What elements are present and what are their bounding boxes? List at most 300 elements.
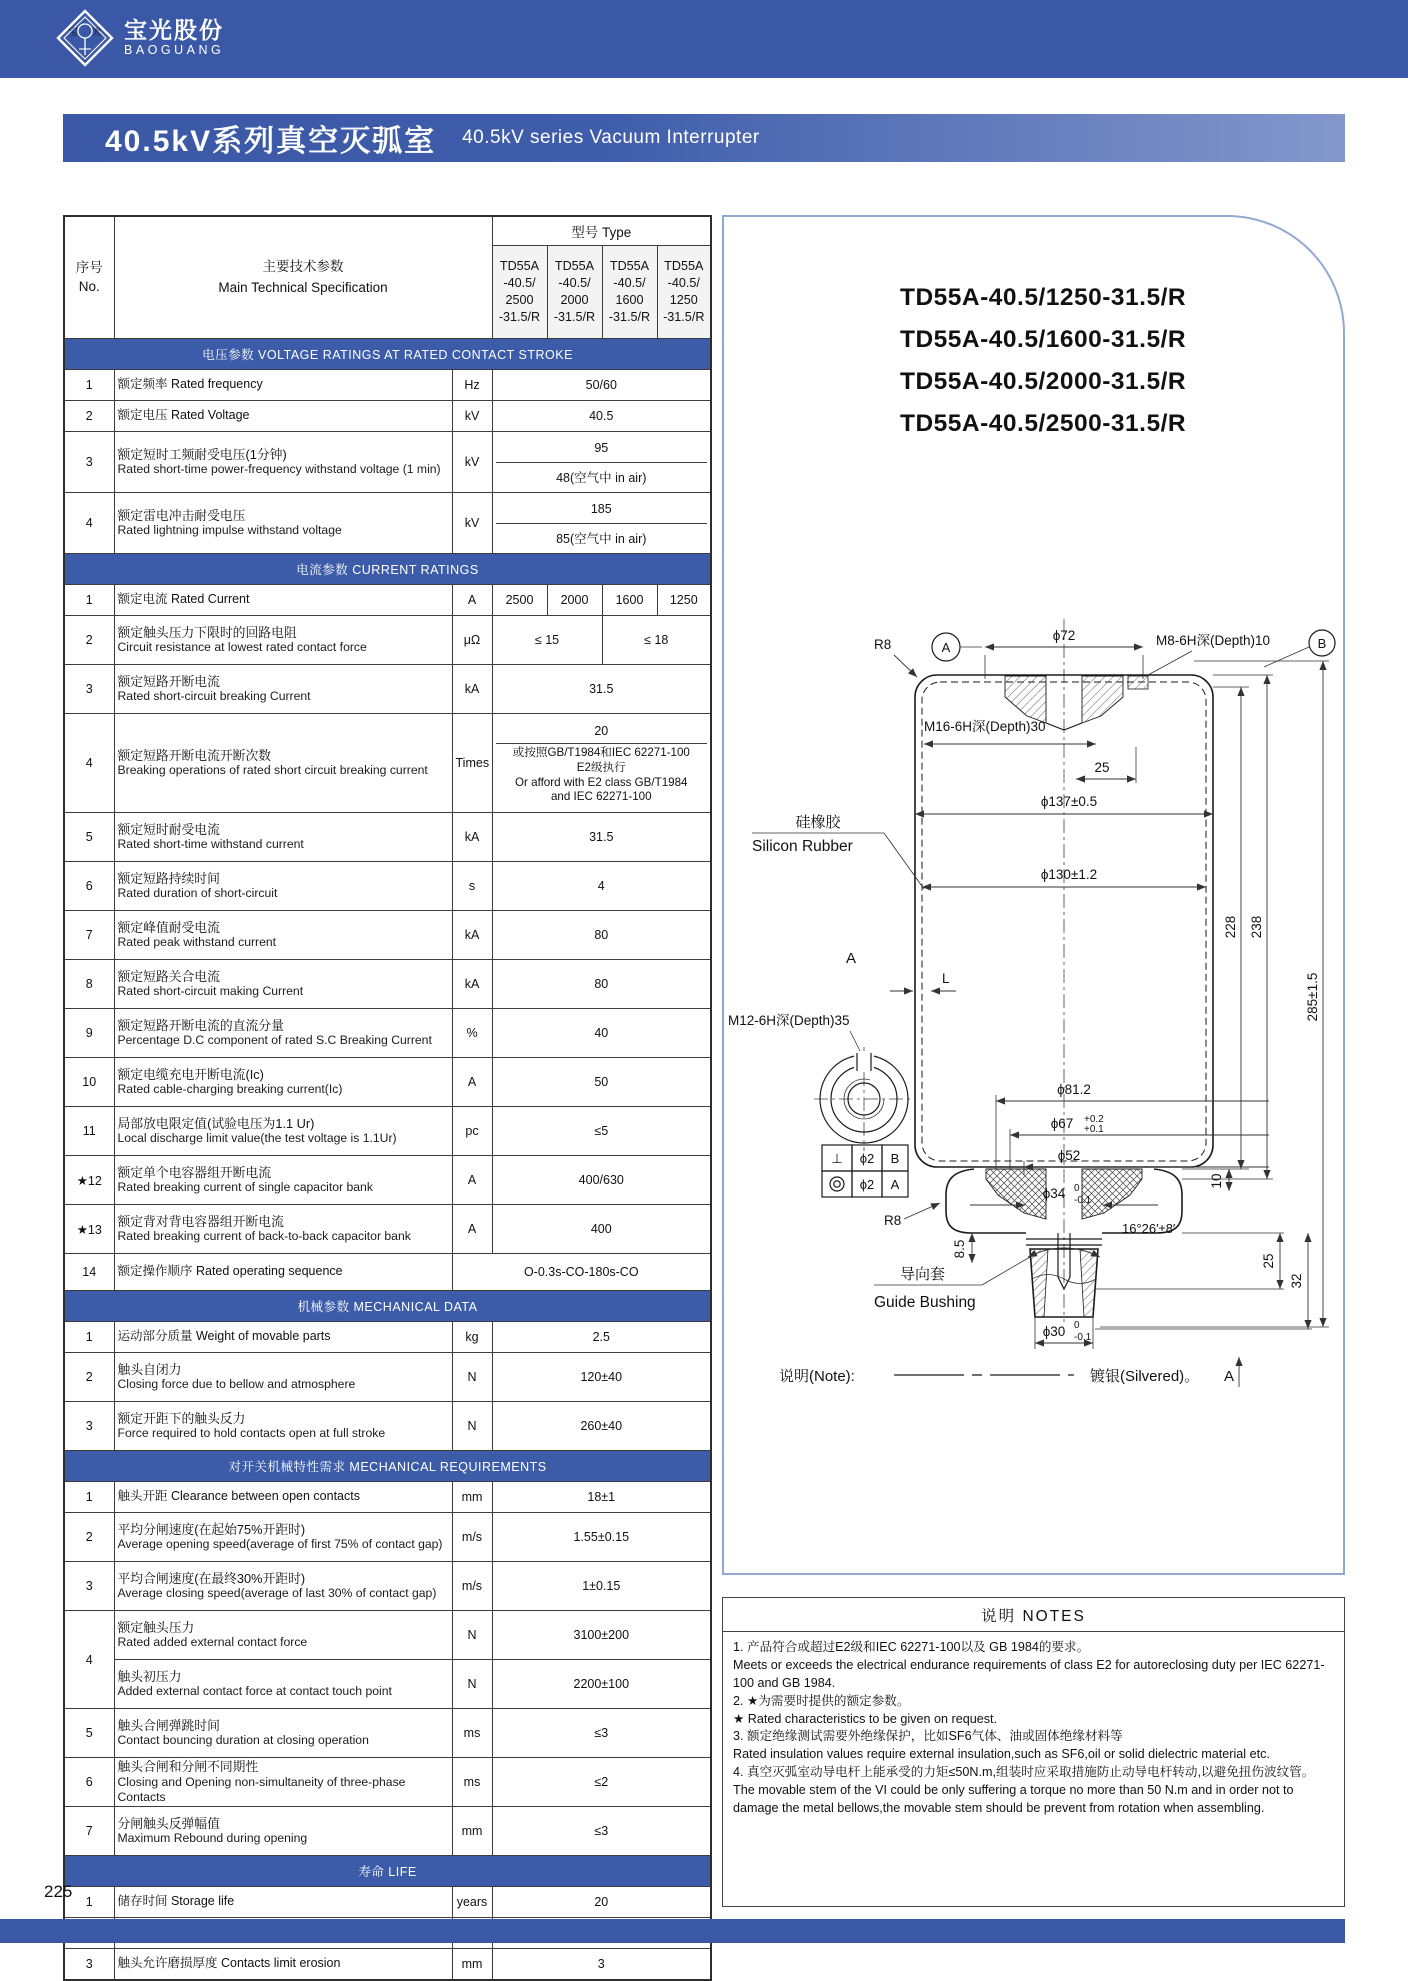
value-line: 或按照GB/T1984和IEC 62271-100 [512, 745, 690, 759]
table-row [64, 1949, 711, 1981]
model-4: TD55A-40.5/2500-31.5/R [900, 410, 1187, 437]
spec-en: Rated short-circuit breaking Current [117, 689, 311, 704]
value-cell: 2500 [492, 585, 547, 616]
table-row [64, 1322, 711, 1353]
value-cell [492, 493, 711, 554]
row-no: 3 [64, 1562, 114, 1611]
spec-zh: 额定单个电容器组开断电流 [117, 1164, 272, 1180]
dim25-bot-label: 25 [1261, 1253, 1276, 1269]
brand-text [124, 18, 224, 58]
datum-a-label: A [941, 640, 951, 655]
header-no-en: No. [78, 278, 100, 294]
unit-cell: ms [452, 1758, 492, 1807]
dia72-label: ϕ72 [1052, 628, 1076, 643]
table-row [64, 1254, 711, 1291]
unit-cell: N [452, 1660, 492, 1709]
value-cell: 80 [492, 911, 711, 960]
spec-zh: 平均合闸速度(在最终30%开距时) [117, 1570, 306, 1586]
dim-32 [1095, 1233, 1312, 1329]
fcf-tol-2: ϕ2 [859, 1177, 875, 1192]
unit-cell: kV [452, 493, 492, 554]
unit-cell: m/s [452, 1562, 492, 1611]
spec-zh: 额定短路开断电流开断次数 [117, 747, 272, 763]
value-cell: 260±40 [492, 1402, 711, 1451]
feature-control-frame [822, 1145, 908, 1197]
spec-cell: 额定电压 Rated Voltage [114, 401, 452, 432]
note-1-en: Meets or exceeds the electrical endurance requirements of class E2 for autoreclosing duty per IEC 62271-100 and GB 1984. [733, 1657, 1325, 1690]
value-cell: 400 [492, 1205, 711, 1254]
value-cell: 1.55±0.15 [492, 1513, 711, 1562]
spec-cell [114, 1156, 452, 1205]
type-line: -40.5/ [613, 276, 646, 290]
row-no: 4 [64, 493, 114, 554]
table-row [64, 1562, 711, 1611]
spec-zh: 平均分闸速度(在起始75%开距时) [117, 1521, 306, 1537]
value-line: E2级执行 [576, 760, 626, 774]
note-value: 镀银(Silvered)。 [1090, 1368, 1200, 1385]
spec-zh: 分闸触头反弹幅值 [117, 1815, 220, 1831]
spec-zh: 局部放电限定值(试验电压为1.1 Ur) [117, 1115, 315, 1131]
silvered-note [779, 1357, 1239, 1387]
rubber-en-label: Silicon Rubber [752, 838, 853, 855]
spec-zh: 触头自闭力 [117, 1361, 182, 1377]
row-no: 3 [64, 1402, 114, 1451]
table-row [64, 1058, 711, 1107]
row-no: 4 [64, 1611, 114, 1709]
value-cell: ≤2 [492, 1758, 711, 1807]
spec-cell [114, 1513, 452, 1562]
table-row [64, 1156, 711, 1205]
fcf-concentric-icon [830, 1177, 844, 1191]
spec-cell: 额定操作顺序 Rated operating sequence [114, 1254, 452, 1291]
row-no: 1 [64, 370, 114, 401]
section-bar-row [64, 1291, 711, 1322]
spec-zh: 额定短时耐受电流 [117, 821, 220, 837]
note-item [733, 1764, 1334, 1818]
brand-bar [0, 0, 1408, 78]
spec-zh: 额定峰值耐受电流 [117, 919, 220, 935]
note-3-en: Rated insulation values require external insulation,such as SF6,oil or solid dielectric material etc. [733, 1747, 1270, 1762]
header-type-cell-1 [547, 246, 602, 339]
dim238-label: 238 [1249, 915, 1264, 939]
table-row [64, 1205, 711, 1254]
row-no: 4 [64, 714, 114, 813]
row-no: 1 [64, 1482, 114, 1513]
type-line: TD55A [664, 259, 704, 273]
value-cell: 3100±200 [492, 1611, 711, 1660]
label-m12 [728, 1013, 862, 1055]
unit-cell: kA [452, 911, 492, 960]
dim-phi81 [996, 1082, 1269, 1169]
note-4-zh: 4. 真空灭弧室动导电杆上能承受的力矩≤50N.m,组装时应采取措施防止动导电杆转动,以避免扭伤波纹管。 [733, 1765, 1315, 1780]
unit-cell: Hz [452, 370, 492, 401]
dim10-label: 10 [1209, 1173, 1224, 1189]
spec-en: Added external contact force at contact touch point [117, 1684, 392, 1699]
spec-zh: 额定短时工频耐受电压(1分钟) [117, 446, 287, 462]
bottom-bar [0, 1919, 1345, 1943]
dia67-tol-bot: +0.1 [1084, 1124, 1104, 1135]
m12-label: M12-6H深(Depth)35 [728, 1013, 850, 1028]
dia52-label: ϕ52 [1057, 1148, 1081, 1163]
rubber-zh-label: 硅橡胶 [795, 814, 841, 831]
dim32-label: 32 [1289, 1273, 1304, 1289]
spec-en: Rated breaking current of back-to-back capacitor bank [117, 1229, 411, 1244]
label-silicon-rubber [752, 814, 924, 889]
spec-en: Closing and Opening non-simultaneity of three-phase Contacts [117, 1774, 406, 1804]
dim-phi52 [1024, 1148, 1269, 1175]
spec-en: Rated duration of short-circuit [117, 886, 278, 901]
value-sub: 48(空气中 in air) [496, 462, 708, 491]
page-title-en: 40.5kV series Vacuum Interrupter [462, 127, 760, 148]
unit-cell: s [452, 862, 492, 911]
unit-cell: Times [452, 714, 492, 813]
value-cell: 20 [492, 1887, 711, 1918]
table-row [64, 1353, 711, 1402]
guide-zh-label: 导向套 [900, 1266, 946, 1283]
r8-bottom-label: R8 [884, 1213, 902, 1228]
spec-en: Contact bouncing duration at closing operation [117, 1733, 369, 1748]
type-line: -40.5/ [558, 276, 591, 290]
table-row [64, 401, 711, 432]
spec-en: Force required to hold contacts open at full stroke [117, 1426, 386, 1441]
type-line: -31.5/R [553, 310, 596, 324]
row-no: 6 [64, 1758, 114, 1807]
label-guide-bushing [874, 1257, 1030, 1311]
row-no: 6 [64, 862, 114, 911]
header-type-cell-3 [657, 246, 711, 339]
value-sub [496, 743, 708, 807]
spec-cell [114, 1353, 452, 1402]
label-r8-top [874, 637, 917, 677]
spec-zh: 额定雷电冲击耐受电压 [117, 507, 246, 523]
type-line: 1250 [669, 293, 698, 307]
spec-cell [114, 862, 452, 911]
spec-en: Percentage D.C component of rated S.C Breaking Current [117, 1033, 432, 1048]
dim-phi137 [915, 794, 1213, 814]
row-no: ★12 [64, 1156, 114, 1205]
row-no: 1 [64, 1887, 114, 1918]
dim-25-top [1076, 747, 1136, 783]
spec-en: Rated short-time power-frequency withstand voltage (1 min) [117, 462, 441, 477]
dia30-tol-bot: -0.1 [1074, 1332, 1092, 1343]
unit-cell: mm [452, 1807, 492, 1856]
dim25-top-label: 25 [1094, 760, 1110, 775]
value-cell: 3 [492, 1949, 711, 1981]
dia34-label: ϕ34 [1042, 1186, 1066, 1201]
spec-cell [114, 1709, 452, 1758]
unit-cell: kV [452, 432, 492, 493]
spec-cell [114, 1058, 452, 1107]
fcf-tol-1: ϕ2 [859, 1151, 875, 1166]
table-row [64, 1107, 711, 1156]
spec-zh: 触头初压力 [117, 1668, 182, 1684]
datum-b-label: B [1317, 636, 1327, 651]
value-cell: 40.5 [492, 401, 711, 432]
value-cell [492, 714, 711, 813]
section-bar: 电流参数 CURRENT RATINGS [64, 554, 711, 585]
spec-cell [114, 714, 452, 813]
unit-cell: years [452, 1887, 492, 1918]
table-row [64, 370, 711, 401]
value-sub: 95 [594, 440, 609, 455]
r8-top-label: R8 [874, 637, 892, 652]
spec-cell: 额定频率 Rated frequency [114, 370, 452, 401]
notes-box [722, 1597, 1345, 1907]
value-sub: 185 [590, 501, 612, 516]
note-2-en: ★ Rated characteristics to be given on request. [733, 1711, 998, 1726]
spec-cell: 触头开距 Clearance between open contacts [114, 1482, 452, 1513]
spec-cell [114, 1807, 452, 1856]
unit-cell: pc [452, 1107, 492, 1156]
spec-en: Breaking operations of rated short circuit breaking current [117, 763, 428, 778]
spec-zh: 触头合闸弹跳时间 [117, 1717, 220, 1733]
type-line: -31.5/R [608, 310, 651, 324]
brand-name-en: BAOGUANG [124, 43, 225, 58]
unit-cell: kV [452, 401, 492, 432]
row-no: 11 [64, 1107, 114, 1156]
table-row [64, 1482, 711, 1513]
table-row [64, 911, 711, 960]
spec-en: Rated short-time withstand current [117, 837, 304, 852]
spec-en: Rated added external contact force [117, 1635, 308, 1650]
section-bar: 寿命 LIFE [64, 1856, 711, 1887]
spec-en: Rated peak withstand current [117, 935, 277, 950]
section-bar: 机械参数 MECHANICAL DATA [64, 1291, 711, 1322]
spec-cell [114, 1758, 452, 1807]
spec-table-wrap [63, 215, 710, 1981]
notes-header: 说明 NOTES [723, 1598, 1344, 1632]
type-line: -40.5/ [503, 276, 536, 290]
spec-zh: 额定短路开断电流 [117, 673, 220, 689]
spec-en: Maximum Rebound during opening [117, 1831, 308, 1846]
baoguang-logo-icon [56, 9, 114, 67]
row-no: 10 [64, 1058, 114, 1107]
row-no: 2 [64, 401, 114, 432]
row-no: ★13 [64, 1205, 114, 1254]
section-a-label: A [846, 950, 857, 967]
spec-cell [114, 1205, 452, 1254]
spec-cell: 储存时间 Storage life [114, 1887, 452, 1918]
note-4-en: The movable stem of the VI could be only suffering a torque no more than 50 N.m and in order not to damage the metal bellows,the movable stem should be prevent from rotation when assembling. [733, 1783, 1294, 1815]
type-line: -31.5/R [663, 310, 705, 324]
unit-cell: A [452, 1058, 492, 1107]
section-bar-row [64, 554, 711, 585]
unit-cell: A [452, 1205, 492, 1254]
spec-en: Closing force due to bellow and atmosphere [117, 1377, 356, 1392]
dim228-label: 228 [1223, 915, 1238, 939]
table-row [64, 1402, 711, 1451]
header-type-cell-2 [602, 246, 657, 339]
page-title [63, 114, 1345, 162]
value-cell: ≤3 [492, 1709, 711, 1758]
dim-25-bot [1096, 1233, 1284, 1289]
unit-cell: ms [452, 1709, 492, 1758]
table-row [64, 1709, 711, 1758]
note-item [733, 1728, 1334, 1764]
value-cell: O-0.3s-CO-180s-CO [452, 1254, 711, 1291]
dia137-label: ϕ137±0.5 [1040, 794, 1098, 809]
spec-cell [114, 432, 452, 493]
header-spec-en: Main Technical Specification [218, 279, 388, 295]
row-no: 3 [64, 1949, 114, 1981]
unit-cell: kA [452, 813, 492, 862]
m8-label: M8-6H深(Depth)10 [1156, 633, 1271, 648]
value-cell: 1600 [602, 585, 657, 616]
spec-zh: 额定背对背电容器组开断电流 [117, 1213, 284, 1229]
svg-text:宝: 宝 [68, 27, 78, 37]
type-line: -40.5/ [667, 276, 700, 290]
value-cell: 2200±100 [492, 1660, 711, 1709]
spec-zh: 额定电缆充电开断电流(Ic) [117, 1066, 264, 1082]
table-row [64, 1611, 711, 1660]
row-no: 2 [64, 616, 114, 665]
note-arrow-label: A [1224, 1368, 1235, 1385]
row-no: 1 [64, 1322, 114, 1353]
dim-10 [1209, 1169, 1229, 1191]
brand-logo-group [56, 9, 224, 67]
unit-cell: μΩ [452, 616, 492, 665]
note-2-zh: 2. ★为需要时提供的额定参数。 [733, 1693, 910, 1708]
fcf-perp-symbol: ⊥ [831, 1151, 843, 1166]
table-row [64, 813, 711, 862]
spec-en: Rated short-circuit making Current [117, 984, 304, 999]
spec-cell [114, 813, 452, 862]
row-no: 3 [64, 665, 114, 714]
value-cell: 120±40 [492, 1353, 711, 1402]
value-sub: 85(空气中 in air) [496, 523, 708, 552]
table-row [64, 1807, 711, 1856]
page-number: 225 [44, 1882, 73, 1901]
spec-cell: 运动部分质量 Weight of movable parts [114, 1322, 452, 1353]
label-m8 [1148, 633, 1270, 675]
drawing-panel [722, 215, 1345, 1575]
spec-cell: 额定电流 Rated Current [114, 585, 452, 616]
datum-b [1264, 630, 1335, 667]
dia67-tol-top: +0.2 [1084, 1114, 1104, 1125]
unit-cell: A [452, 585, 492, 616]
value-cell: 50/60 [492, 370, 711, 401]
spec-zh: 额定短路持续时间 [117, 870, 220, 886]
value-line: and IEC 62271-100 [550, 790, 652, 804]
dim-L [890, 971, 956, 991]
header-spec-zh: 主要技术参数 [262, 259, 344, 275]
type-line: 2500 [505, 293, 534, 307]
dia34-tol-bot: -0.1 [1074, 1195, 1092, 1206]
spec-table [63, 215, 712, 1981]
value-cell: 1±0.15 [492, 1562, 711, 1611]
model-1: TD55A-40.5/1250-31.5/R [900, 284, 1187, 311]
dia130-label: ϕ130±1.2 [1040, 867, 1098, 882]
spec-cell [114, 911, 452, 960]
unit-cell: kg [452, 1322, 492, 1353]
value-line: Or afford with E2 class GB/T1984 [515, 775, 688, 789]
model-list [900, 284, 1186, 437]
unit-cell: kA [452, 665, 492, 714]
row-no: 8 [64, 960, 114, 1009]
spec-en: Local discharge limit value(the test voltage is 1.1Ur) [117, 1131, 397, 1146]
note-item [733, 1639, 1334, 1693]
dia30-label: ϕ30 [1042, 1324, 1066, 1339]
notes-body [723, 1632, 1344, 1818]
spec-cell: 触头允许磨损厚度 Contacts limit erosion [114, 1949, 452, 1981]
unit-cell: mm [452, 1482, 492, 1513]
label-r8-bottom [884, 1203, 940, 1228]
fcf-datum-1: B [890, 1151, 900, 1166]
spec-en: Average opening speed(average of first 75% of contact gap) [117, 1537, 443, 1552]
row-no: 5 [64, 813, 114, 862]
spec-zh: 额定短路开断电流的直流分量 [117, 1017, 284, 1033]
model-2: TD55A-40.5/1600-31.5/R [900, 326, 1187, 353]
table-row [64, 432, 711, 493]
value-cell: 2000 [547, 585, 602, 616]
header-spec [114, 216, 492, 339]
spec-cell [114, 1402, 452, 1451]
table-row [64, 714, 711, 813]
section-bar-row [64, 1451, 711, 1482]
row-no: 2 [64, 1353, 114, 1402]
label-m16 [924, 719, 1096, 744]
spec-cell [114, 1562, 452, 1611]
technical-drawing [724, 217, 1343, 1573]
type-line: TD55A [609, 259, 650, 273]
section-bar-row [64, 1856, 711, 1887]
row-no: 5 [64, 1709, 114, 1758]
page-title-zh: 40.5kV系列真空灭弧室 [105, 125, 437, 158]
header-no-zh: 序号 [75, 260, 103, 276]
spec-zh: 额定短路关合电流 [117, 968, 220, 984]
header-type-cell-0 [492, 246, 547, 339]
table-row [64, 1758, 711, 1807]
value-cell: 31.5 [492, 665, 711, 714]
unit-cell: N [452, 1611, 492, 1660]
section-view-a [814, 950, 914, 1151]
dia34-tol-top: 0 [1074, 1183, 1080, 1194]
spec-zh: 额定触头压力下限时的回路电阻 [117, 624, 297, 640]
row-no: 2 [64, 1513, 114, 1562]
value-cell: 1250 [657, 585, 711, 616]
spec-en: Rated cable-charging breaking current(Ic) [117, 1082, 343, 1097]
type-line: -31.5/R [498, 310, 541, 324]
unit-cell: kA [452, 960, 492, 1009]
dim-228 [1182, 687, 1249, 1169]
svg-text:光: 光 [92, 27, 102, 37]
guide-en-label: Guide Bushing [874, 1294, 976, 1311]
type-line: 2000 [560, 293, 589, 307]
unit-cell: A [452, 1156, 492, 1205]
model-3: TD55A-40.5/2000-31.5/R [900, 368, 1187, 395]
note-1-zh: 1. 产品符合或超过E2级和IEC 62271-100以及 GB 1984的要求。 [733, 1640, 1090, 1654]
value-cell: ≤5 [492, 1107, 711, 1156]
note-3-zh: 3. 额定绝缘测试需要外绝缘保护，比如SF6气体、油或固体绝缘材料等 [733, 1729, 1123, 1744]
dim-8-5 [952, 1233, 972, 1263]
unit-cell: m/s [452, 1513, 492, 1562]
unit-cell: N [452, 1353, 492, 1402]
angle-label: 16°26′±8′ [1122, 1221, 1176, 1236]
value-cell: 400/630 [492, 1156, 711, 1205]
header-no [64, 216, 114, 339]
section-bar: 电压参数 VOLTAGE RATINGS AT RATED CONTACT STROKE [64, 339, 711, 370]
value-cell: 4 [492, 862, 711, 911]
type-line: TD55A [554, 259, 595, 273]
spec-en: Average closing speed(average of last 30% of contact gap) [117, 1586, 437, 1601]
table-row [64, 1009, 711, 1058]
value-cell: 40 [492, 1009, 711, 1058]
spec-en: Circuit resistance at lowest rated contact force [117, 640, 367, 655]
value-cell: 18±1 [492, 1482, 711, 1513]
spec-cell [114, 665, 452, 714]
spec-cell [114, 493, 452, 554]
value-cell: 50 [492, 1058, 711, 1107]
